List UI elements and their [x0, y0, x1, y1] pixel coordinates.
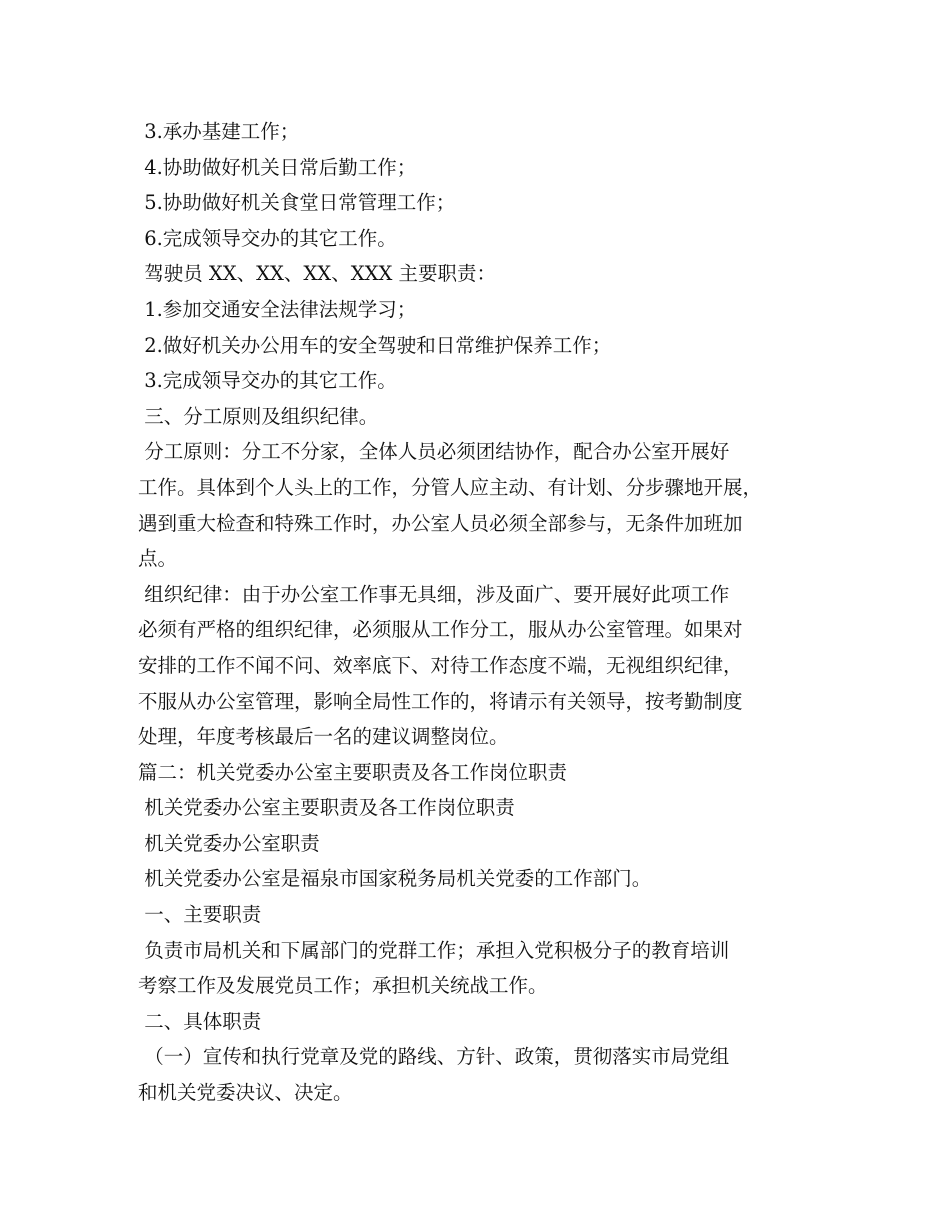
text-line: 组织纪律：由于办公室工作事无具细，涉及面广、要开展好此项工作 [138, 582, 730, 606]
text-line: 机关党委办公室是福泉市国家税务局机关党委的工作部门。 [138, 867, 652, 891]
text-line: 处理，年度考核最后一名的建议调整岗位。 [138, 725, 509, 749]
text-line: 机关党委办公室主要职责及各工作岗位职责 [138, 796, 515, 820]
text-line: 和机关党委决议、决定。 [138, 1081, 353, 1105]
text-line: 5.协助做好机关食堂日常管理工作； [138, 191, 456, 215]
text-line: 3.完成领导交办的其它工作。 [138, 369, 397, 393]
text-line: 驾驶员 XX、XX、XX、XXX 主要职责： [138, 262, 497, 286]
chapter-heading: 篇二：机关党委办公室主要职责及各工作岗位职责 [138, 760, 568, 784]
section-heading: 一、主要职责 [138, 903, 262, 927]
section-heading: 二、具体职责 [138, 1009, 262, 1033]
text-line: 考察工作及发展党员工作；承担机关统战工作。 [138, 974, 548, 998]
text-line: 1.参加交通安全法律法规学习； [138, 297, 417, 321]
text-line: 4.协助做好机关日常后勤工作； [138, 155, 417, 179]
text-line: 工作。具体到个人头上的工作，分管人应主动、有计划、分步骤地开展， [138, 475, 763, 499]
section-heading: 三、分工原则及组织纪律。 [138, 404, 379, 428]
text-line: 点。 [138, 547, 178, 571]
text-line: 必须有严格的组织纪律，必须服从工作分工，服从办公室管理。如果对 [138, 618, 743, 642]
text-line: 3.承办基建工作； [138, 120, 300, 143]
text-line: 6.完成领导交办的其它工作。 [138, 226, 397, 250]
text-line: （一）宣传和执行党章及党的路线、方针、政策，贯彻落实市局党组 [138, 1045, 730, 1069]
text-line: 不服从办公室管理，影响全局性工作的，将请示有关领导，按考勤制度 [138, 689, 743, 713]
text-line: 2.做好机关办公用车的安全驾驶和日常维护保养工作； [138, 333, 612, 357]
text-line: 安排的工作不闻不问、效率底下、对待工作态度不端，无视组织纪律， [138, 653, 743, 677]
text-line: 负责市局机关和下属部门的党群工作；承担入党积极分子的教育培训 [138, 938, 730, 962]
text-line: 遇到重大检查和特殊工作时，办公室人员必须全部参与，无条件加班加 [138, 511, 743, 535]
text-line: 机关党委办公室职责 [138, 831, 320, 855]
text-line: 分工原则：分工不分家，全体人员必须团结协作，配合办公室开展好 [138, 440, 730, 464]
document-page [138, 114, 838, 1111]
